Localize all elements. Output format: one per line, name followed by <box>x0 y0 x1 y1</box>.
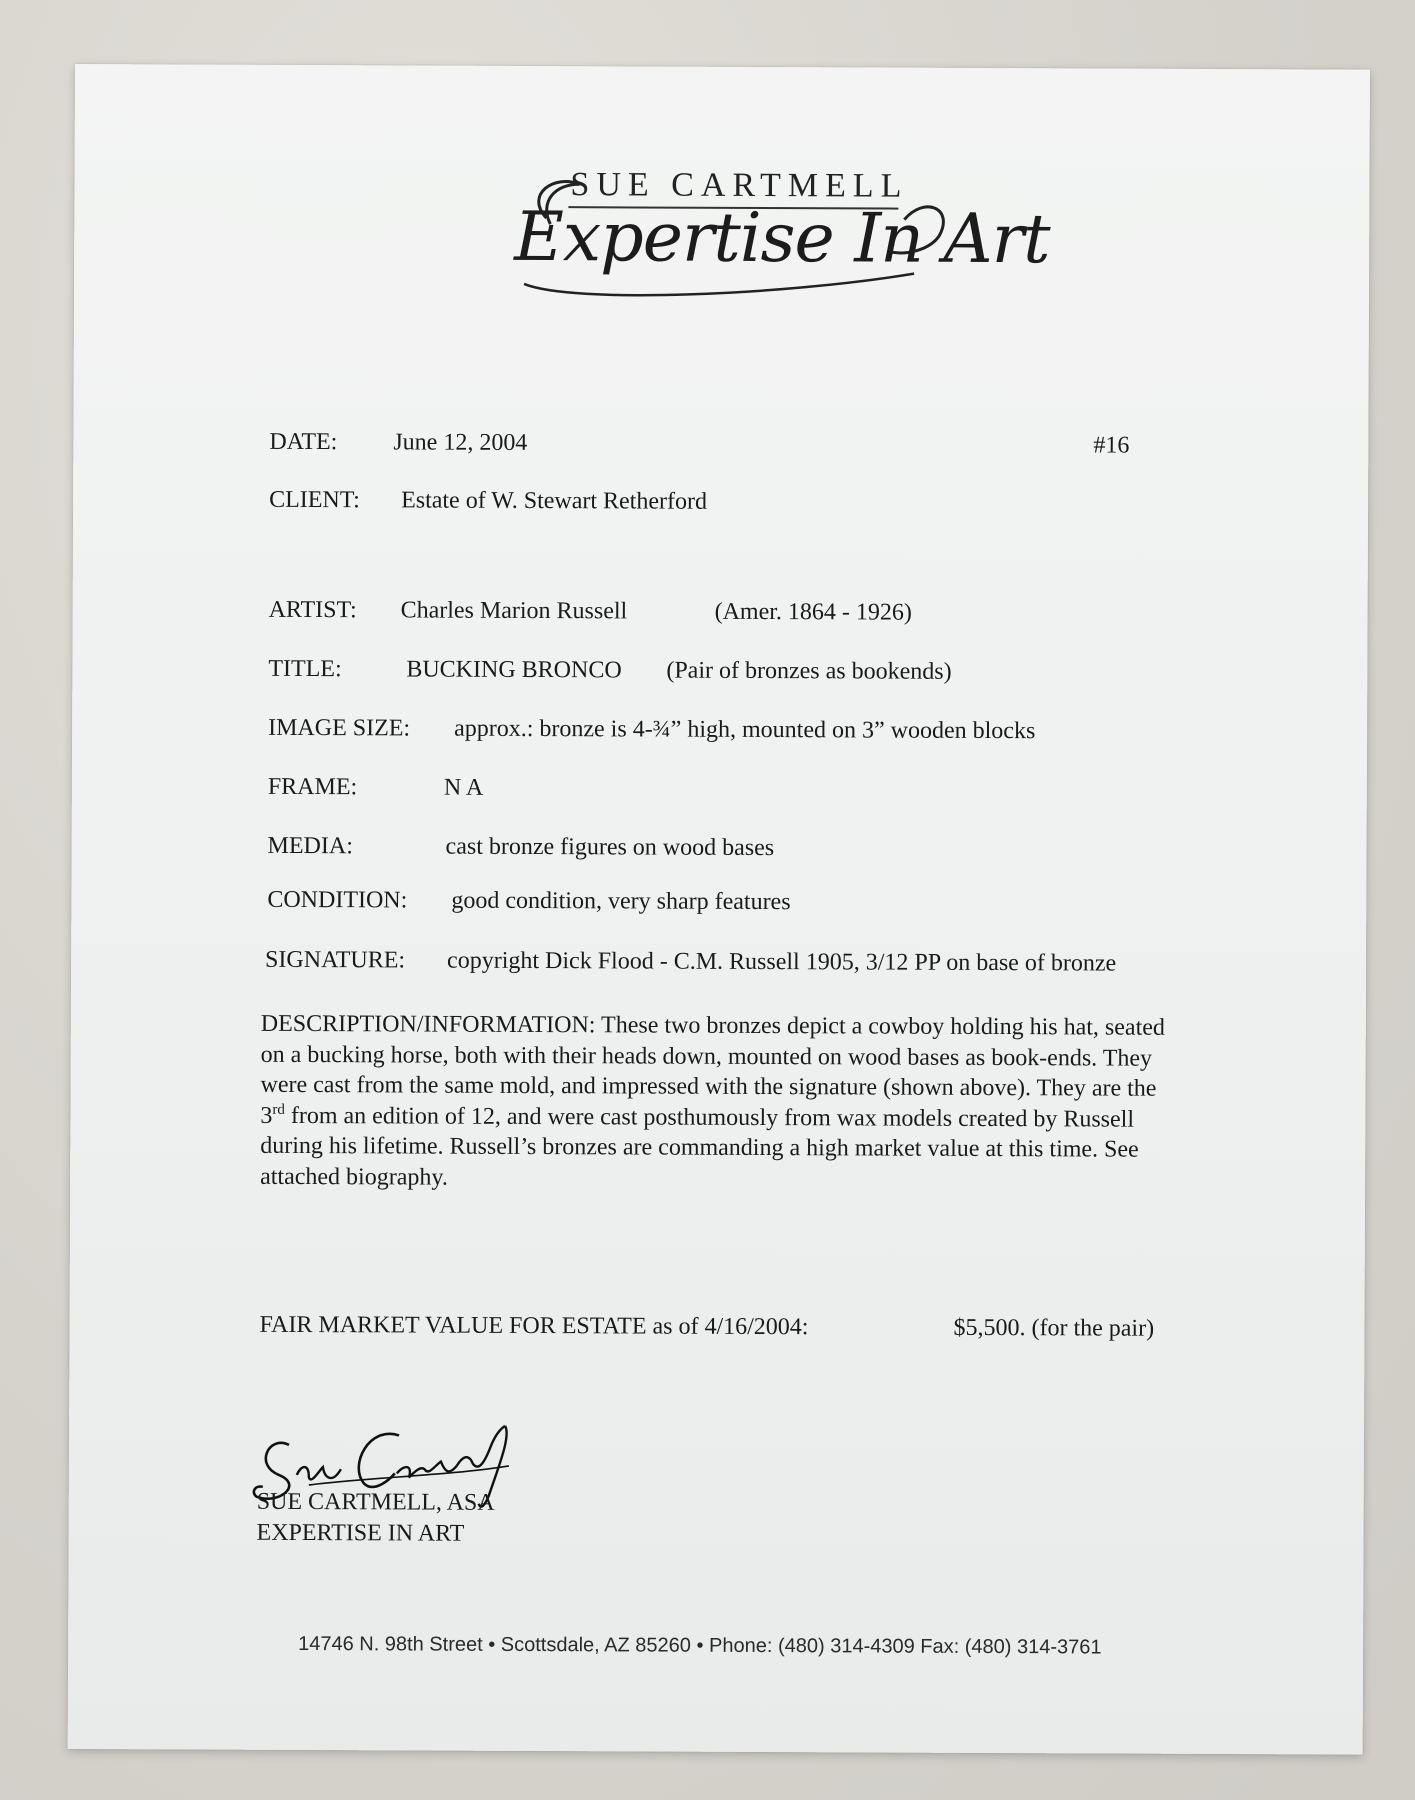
description-block <box>260 1009 1181 1196</box>
media-value: cast bronze figures on wood bases <box>445 833 775 862</box>
date-value: June 12, 2004 <box>393 429 528 456</box>
document-number: #16 <box>1093 432 1130 459</box>
description-superscript: rd <box>272 1101 285 1118</box>
title-value: BUCKING BRONCO <box>406 656 622 684</box>
frame-label: FRAME: <box>267 773 358 801</box>
letterhead-logo <box>484 154 1050 306</box>
condition-label: CONDITION: <box>267 886 408 914</box>
image-size-label: IMAGE SIZE: <box>268 714 411 742</box>
description-label: DESCRIPTION/INFORMATION: <box>260 1010 596 1039</box>
appraisal-document <box>68 64 1370 1755</box>
condition-value: good condition, very sharp features <box>451 887 791 916</box>
description-text-b: from an edition of 12, and were cast posthumously from wax models created by Russell during his lifetime. Russell’s bronzes are commanding a high market value at this time. See attached biography. <box>260 1102 1139 1191</box>
fmv-value: $5,500. (for the pair) <box>953 1314 1155 1342</box>
media-label: MEDIA: <box>267 832 353 860</box>
signature-value: copyright Dick Flood - C.M. Russell 1905, 3/12 PP on base of bronze <box>447 947 1117 977</box>
fair-market-value-row <box>259 1312 1179 1343</box>
appraiser-name: SUE CARTMELL, ASA <box>256 1488 495 1516</box>
client-value: Estate of W. Stewart Retherford <box>401 487 708 515</box>
letterhead-name: SUE CARTMELL <box>570 166 909 205</box>
client-label: CLIENT: <box>269 486 360 514</box>
signature-label: SIGNATURE: <box>265 946 406 974</box>
title-note: (Pair of bronzes as bookends) <box>666 657 952 685</box>
date-row <box>269 428 1169 459</box>
artist-dates: (Amer. 1864 - 1926) <box>714 598 912 626</box>
date-label: DATE: <box>269 428 338 456</box>
artist-value: Charles Marion Russell <box>400 597 628 625</box>
title-label: TITLE: <box>268 655 342 683</box>
fmv-label: FAIR MARKET VALUE FOR ESTATE as of 4/16/2004: <box>259 1311 809 1341</box>
artist-label: ARTIST: <box>268 596 357 624</box>
description-text-a: These two bronzes depict a cowboy holding his hat, seated on a bucking horse, both with their heads down, mounted on wood bases as book-ends. They were cast from the same mold, and impressed with the signature (shown above). They are the 3 <box>260 1012 1165 1129</box>
appraiser-company: EXPERTISE IN ART <box>256 1519 465 1547</box>
footer-address: 14746 N. 98th Street • Scottsdale, AZ 85260 • Phone: (480) 314-4309 Fax: (480) 314-3761 <box>298 1632 1102 1659</box>
letterhead-script: Expertise In Art <box>514 197 1050 280</box>
image-size-value: approx.: bronze is 4-¾” high, mounted on 3” wooden blocks <box>454 715 1036 745</box>
frame-value: N A <box>443 774 484 801</box>
